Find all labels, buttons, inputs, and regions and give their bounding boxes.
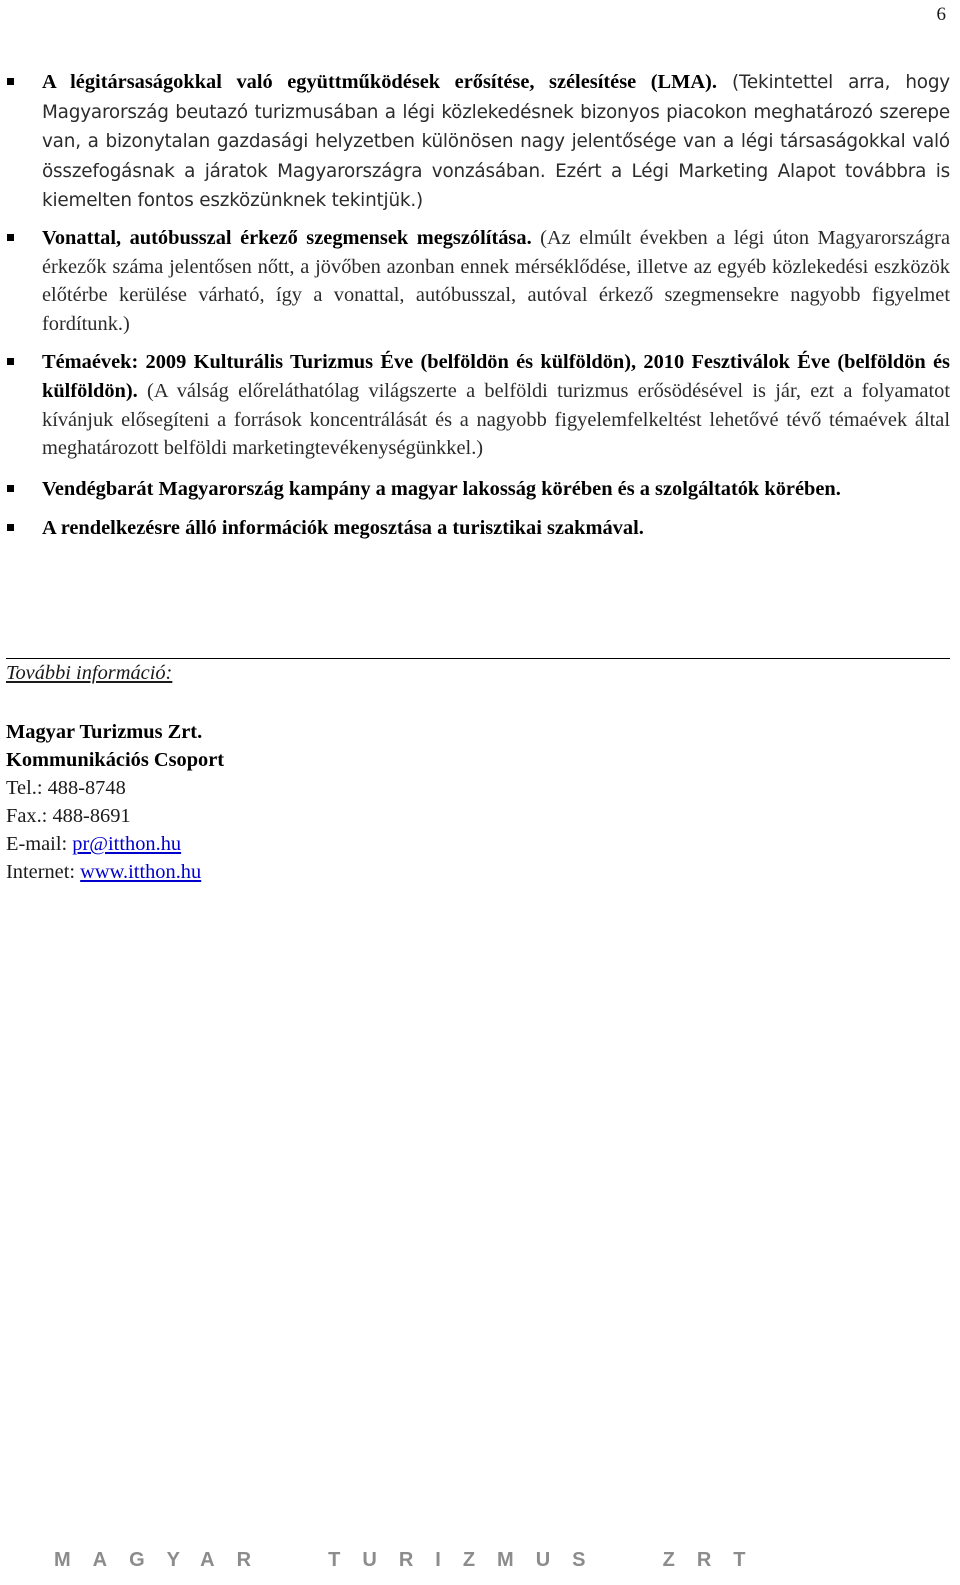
internet-line [6,858,224,886]
bullet-text: (A válság előreláthatólag világszerte a belföldi turizmus erősödésével is jár, ezt a folyamatot kívánjuk elősegíteni a források koncentrálását és a nagyobb figyelemfelkeltést lehetővé tévő témaévek által meghatározott belföldi marketingtevékenységünkkel.) [42,379,950,460]
fax-number: 488-8691 [52,805,131,827]
list-item [6,68,950,216]
square-bullet-icon [7,358,14,365]
email-line [6,830,224,858]
phone-label: Tel.: [6,777,48,799]
square-bullet-icon [7,485,14,492]
internet-label: Internet: [6,861,81,883]
email-link[interactable]: pr@itthon.hu [72,833,182,855]
bullet-heading: Témaévek: 2009 Kulturális Turizmus Éve (belföldön és külföldön), 2010 Fesztiválok Éve (belföldön és külföldön). [42,351,950,402]
square-bullet-icon [7,524,14,531]
bullet-heading: A légitársaságokkal való együttműködések erősítése, szélesítése (LMA). [42,71,717,93]
contact-block [6,718,224,886]
phone-line [6,774,224,802]
list-item [6,348,950,462]
email-label: E-mail: [6,833,73,855]
bullet-list [6,68,950,551]
info-heading: További információ: [6,662,173,684]
divider [6,658,950,659]
bullet-heading: Vendégbarát Magyarország kampány a magyar lakosság körében és a szolgáltatók körében. [42,477,841,500]
footer-company-name: MAGYAR TURIZMUS ZRT [54,1549,768,1571]
page-number: 6 [936,4,946,25]
fax-label: Fax.: [6,805,53,827]
organization-name: Magyar Turizmus Zrt. [6,721,203,743]
website-link[interactable]: www.itthon.hu [80,861,202,883]
bullet-heading: A rendelkezésre álló információk megosztása a turisztikai szakmával. [42,517,644,540]
square-bullet-icon [7,234,14,241]
bullet-text: (Az elmúlt években a légi úton Magyarországra érkezők száma jelentősen nőtt, a jövőben azonban ennek mérséklődése, illetve az egyéb közlekedési eszközök előtérbe kerülése várható, így a vonattal, autóbusszal, autóval érkező szegmensekre nagyobb figyelmet fordítunk.) [42,226,950,335]
list-item [6,514,950,543]
fax-line [6,802,224,830]
square-bullet-icon [7,78,14,85]
bullet-heading: Vonattal, autóbusszal érkező szegmensek megszólítása. [42,226,532,249]
department-name: Kommunikációs Csoport [6,749,225,771]
bullet-text: (Tekintettel arra, hogy Magyarország beutazó turizmusában a légi közlekedésnek bizonyos piacokon meghatározó szerepe van, a bizonytalan gazdasági helyzetben különösen nagy jelentősége van a légi társaságokkal való összefogásnak a járatok Magyarországra vonzásában. Ezért a Légi Marketing Alapot továbbra is kiemelten fontos eszközünknek tekintjük.) [42,72,950,212]
list-item [6,224,950,338]
list-item [6,475,950,504]
phone-number: 488-8748 [47,777,126,799]
